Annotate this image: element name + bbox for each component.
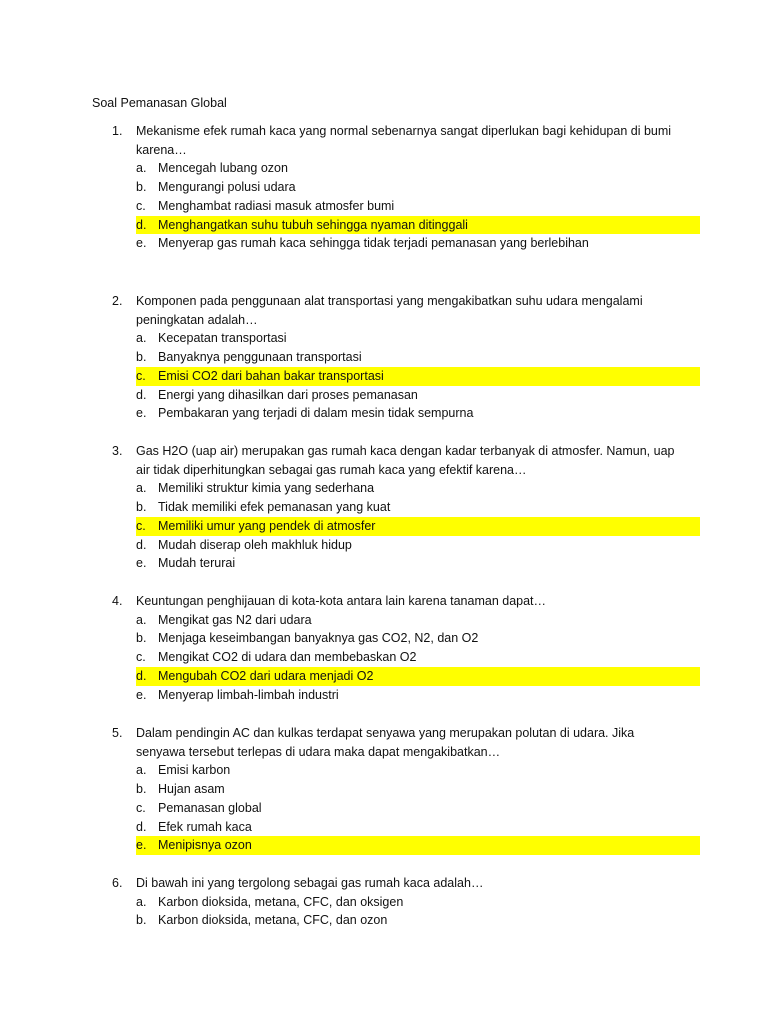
option-e (0, 554, 678, 573)
option-letter: b. (136, 349, 147, 364)
option-text: Kecepatan transportasi (158, 331, 287, 346)
option-a (0, 479, 678, 498)
question-text: Dalam pendingin AC dan kulkas terdapat senyawa yang merupakan polutan di udara. Jika senyawa tersebut terlepas di udara maka dapat mengakibatkan… (136, 726, 635, 759)
option-text: Pembakaran yang terjadi di dalam mesin tidak sempurna (158, 406, 474, 421)
option-c-highlighted (136, 517, 700, 536)
option-b (0, 629, 678, 648)
question-3 (0, 442, 768, 573)
question-text-row (0, 292, 768, 329)
option-text: Banyaknya penggunaan transportasi (158, 349, 362, 364)
option-list (0, 479, 768, 573)
option-text: Karbon dioksida, metana, CFC, dan ozon (158, 913, 388, 928)
question-number: 3. (112, 444, 123, 458)
option-list (0, 761, 768, 855)
question-text-row (0, 724, 768, 761)
option-letter: e. (136, 406, 147, 421)
question-number: 2. (112, 294, 123, 308)
option-text: Menyerap gas rumah kaca sehingga tidak terjadi pemanasan yang berlebihan (158, 236, 589, 251)
option-e (0, 686, 678, 705)
option-letter: d. (136, 387, 147, 402)
option-letter: b. (136, 913, 147, 928)
option-text: Mudah diserap oleh makhluk hidup (158, 537, 352, 552)
option-letter: d. (136, 217, 147, 232)
option-letter: a. (136, 894, 147, 909)
option-letter: a. (136, 161, 147, 176)
option-b (0, 780, 678, 799)
option-d (0, 386, 678, 405)
question-text-row (0, 122, 768, 159)
option-text: Energi yang dihasilkan dari proses pemanasan (158, 387, 418, 402)
option-e (0, 404, 678, 423)
option-text: Pemanasan global (158, 800, 262, 815)
option-text: Menjaga keseimbangan banyaknya gas CO2, N2, dan O2 (158, 631, 479, 646)
option-d (0, 536, 678, 555)
option-text: Menghambat radiasi masuk atmosfer bumi (158, 198, 395, 213)
question-number: 6. (112, 876, 123, 890)
option-text: Menyerap limbah-limbah industri (158, 687, 339, 702)
option-letter: a. (136, 331, 147, 346)
option-text: Mengikat gas N2 dari udara (158, 612, 312, 627)
option-letter: d. (136, 537, 147, 552)
option-text: Tidak memiliki efek pemanasan yang kuat (158, 499, 391, 514)
option-a (0, 611, 678, 630)
option-text: Mengurangi polusi udara (158, 179, 296, 194)
question-number: 5. (112, 726, 123, 740)
question-text: Keuntungan penghijauan di kota-kota antara lain karena tanaman dapat… (136, 594, 547, 608)
question-text-row (0, 442, 768, 479)
option-letter: c. (136, 800, 146, 815)
option-list (0, 159, 768, 253)
option-letter: e. (136, 838, 147, 853)
page-title: Soal Pemanasan Global (92, 96, 227, 110)
option-b (0, 911, 678, 930)
option-c (0, 197, 678, 216)
option-c-highlighted (136, 367, 700, 386)
option-list (0, 611, 768, 705)
option-text: Efek rumah kaca (158, 819, 252, 834)
option-text: Mengubah CO2 dari udara menjadi O2 (158, 668, 374, 683)
option-text: Emisi karbon (158, 763, 231, 778)
option-b (0, 178, 678, 197)
option-d (0, 818, 678, 837)
option-letter: d. (136, 668, 147, 683)
option-d-highlighted (136, 667, 700, 686)
option-text: Mengikat CO2 di udara dan membebaskan O2 (158, 650, 417, 665)
option-letter: a. (136, 763, 147, 778)
option-text: Menghangatkan suhu tubuh sehingga nyaman ditinggali (158, 217, 468, 232)
question-4 (0, 592, 768, 705)
option-e-highlighted (136, 836, 700, 855)
option-letter: d. (136, 819, 147, 834)
option-d-highlighted (136, 216, 700, 235)
question-text: Mekanisme efek rumah kaca yang normal sebenarnya sangat diperlukan bagi kehidupan di bumi karena… (136, 124, 672, 157)
option-b (0, 348, 678, 367)
option-letter: c. (136, 198, 146, 213)
question-number: 4. (112, 594, 123, 608)
option-letter: c. (136, 368, 146, 383)
question-text-row (0, 874, 768, 893)
option-letter: a. (136, 612, 147, 627)
option-a (0, 893, 678, 912)
option-a (0, 329, 678, 348)
option-text: Memiliki struktur kimia yang sederhana (158, 481, 375, 496)
option-list (0, 893, 768, 931)
option-letter: b. (136, 499, 147, 514)
option-letter: b. (136, 179, 147, 194)
option-text: Hujan asam (158, 781, 225, 796)
question-text: Di bawah ini yang tergolong sebagai gas rumah kaca adalah… (136, 876, 484, 890)
option-letter: c. (136, 650, 146, 665)
option-text: Emisi CO2 dari bahan bakar transportasi (158, 368, 384, 383)
option-e (0, 234, 678, 253)
question-6 (0, 874, 768, 930)
option-letter: a. (136, 481, 147, 496)
option-c (0, 648, 678, 667)
option-list (0, 329, 768, 423)
option-letter: b. (136, 781, 147, 796)
question-text-row (0, 592, 768, 611)
question-5 (0, 724, 768, 855)
option-letter: e. (136, 687, 147, 702)
question-text: Komponen pada penggunaan alat transportasi yang mengakibatkan suhu udara mengalami peningkatan adalah… (136, 294, 643, 327)
option-text: Menipisnya ozon (158, 838, 252, 853)
question-text: Gas H2O (uap air) merupakan gas rumah kaca dengan kadar terbanyak di atmosfer. Namun, uap air tidak diperhitungkan sebagai gas rumah kaca yang efektif karena… (136, 444, 675, 477)
option-text: Memiliki umur yang pendek di atmosfer (158, 518, 376, 533)
option-letter: b. (136, 631, 147, 646)
option-b (0, 498, 678, 517)
option-letter: c. (136, 518, 146, 533)
option-letter: e. (136, 236, 147, 251)
option-text: Mencegah lubang ozon (158, 161, 288, 176)
option-c (0, 799, 678, 818)
option-a (0, 159, 678, 178)
option-letter: e. (136, 556, 147, 571)
question-number: 1. (112, 124, 123, 138)
question-1 (0, 122, 768, 253)
option-text: Karbon dioksida, metana, CFC, dan oksigen (158, 894, 404, 909)
option-text: Mudah terurai (158, 556, 236, 571)
question-2 (0, 292, 768, 423)
option-a (0, 761, 678, 780)
